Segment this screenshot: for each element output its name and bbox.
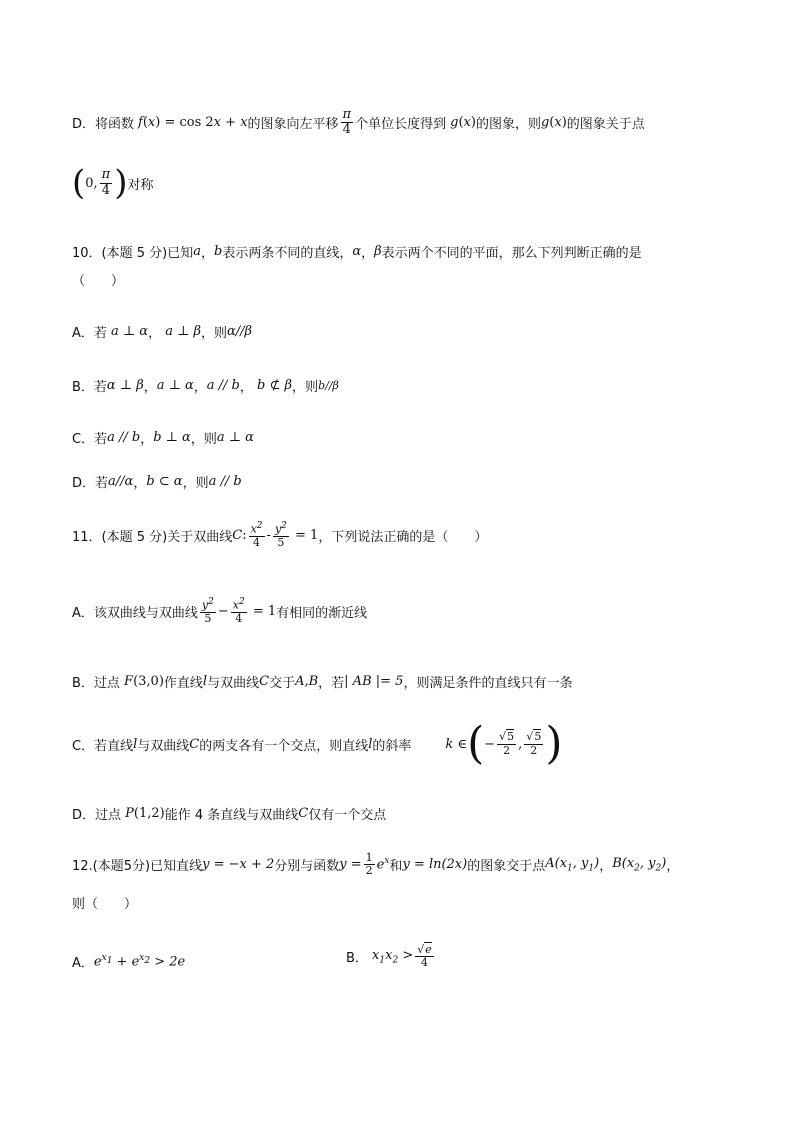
q11-c-mid2: 的两支各有一个交点，则直线 [199, 738, 369, 754]
comma: ， [190, 432, 204, 447]
sqrt-e-over-4: $\frac{√e}{4}$ [417, 943, 432, 970]
q12-option-b [346, 944, 436, 969]
q12-b-formula: $x_1x_2$ > [367, 947, 414, 966]
comma: ， [201, 246, 215, 261]
q11-b-coords: (3,0) [133, 674, 164, 689]
var-k: k ∈ [445, 736, 468, 752]
q9d-formula-f: f [138, 115, 143, 131]
var-l: l [133, 736, 138, 752]
q10-d-label: D．若 [72, 476, 109, 491]
comma: ， [143, 380, 157, 395]
pi-over-4-fraction: $\frac{\pi}{4}$ [342, 107, 352, 138]
q10-c-formula2: b ⊥ α [153, 430, 191, 445]
q10-a-label: A．若 [72, 326, 107, 341]
q10-option-d [72, 472, 242, 491]
q10-d-result: a // b [208, 474, 242, 489]
q11-b-point: F [119, 674, 134, 689]
q10-c-formula1: a // b [107, 430, 141, 445]
colon: : [242, 527, 247, 543]
var-x: x [147, 115, 156, 131]
point-pi-over-4: $\frac{\pi}{4}$ [101, 167, 111, 198]
q9d-g2: g [540, 115, 550, 131]
q10-a-result: α//β [227, 324, 253, 339]
comma: ， [239, 380, 253, 395]
var-x: x [463, 115, 471, 131]
comma: ， [292, 380, 306, 395]
q9d-mid1: 的图象向左平移 [247, 117, 339, 133]
var-beta: β [374, 244, 382, 259]
big-paren-right: ) [114, 163, 128, 203]
q12-option-a [72, 952, 185, 971]
q11-stem [72, 522, 487, 549]
q12-mid3: 的图象交于点 [467, 859, 546, 875]
q11-d-mid1: 能作 4 条直线与双曲线 [164, 808, 299, 823]
one-half: $\frac{1}{2}$ [365, 851, 373, 878]
comma: ， [200, 326, 214, 341]
minus: − [217, 603, 229, 619]
q10-b-formula1: α ⊥ β [106, 378, 144, 393]
equals-one: = 1 [248, 603, 277, 619]
var-l: l [368, 736, 373, 752]
q11-b-pre: B．过点 [72, 676, 120, 691]
q9d-line2-suffix: 对称 [127, 177, 154, 193]
q11-d-pre: D．过点 [72, 808, 122, 823]
q11-option-b [72, 672, 572, 691]
equals-one: = 1 [290, 527, 319, 543]
q10-a-formula2: a ⊥ β [161, 324, 201, 339]
q11-frac-x2-4: $\frac{x^2}{4}$ [250, 521, 263, 549]
q12-line2-text: 则（ ） [72, 897, 138, 912]
q11-stem-suffix: ，下列说法正确的是（ ） [318, 529, 488, 545]
q11-b-post: ，则满足条件的直线只有一条 [403, 676, 573, 691]
paren: ( [549, 115, 555, 131]
formula-rest: = cos 2 [160, 115, 214, 131]
var-c: C [298, 806, 309, 821]
point-zero: 0, [85, 175, 98, 191]
var-ab: A,B [295, 674, 319, 689]
q10-stem-text: 10．(本题 5 分)已知 [72, 246, 194, 261]
minus: - [266, 527, 271, 543]
q11-b-mid1: 作直线 [163, 676, 203, 691]
q11-b-mid3: 交于 [269, 676, 296, 691]
q10-b-label: B．若 [72, 380, 107, 395]
q10-c-result: a ⊥ α [216, 430, 254, 445]
q10-var-alpha: α [352, 244, 362, 259]
q10-stem [72, 242, 642, 261]
plus: + [221, 115, 241, 131]
q12-ln-eq: y = ln(2x) [402, 857, 468, 873]
comma: ， [193, 380, 207, 395]
q10-c-label: C．若 [72, 432, 108, 447]
q10-a-formula: a ⊥ α [106, 324, 149, 339]
q12-y-eq: y = [339, 857, 362, 873]
q12-line2 [72, 893, 137, 912]
q9-option-d-line1 [72, 108, 645, 138]
q12-line-eq: y = −x + 2 [202, 857, 275, 873]
var-l: l [202, 674, 208, 689]
q10-blank [72, 270, 124, 289]
var-b: b [214, 244, 223, 259]
q10-d-formula2: b ⊂ α [146, 474, 183, 489]
q11-a-frac-x2-4: $\frac{x^2}{4}$ [232, 597, 245, 625]
q12-stem-text: 12.(本题5分)已知直线 [72, 859, 203, 875]
point-b: $B(x_2$, $y_2$) [612, 855, 667, 874]
q11-option-c [72, 718, 563, 769]
minus: − [484, 736, 496, 752]
q10-vars-ab: a [193, 244, 201, 259]
q9d-mid2: 个单位长度得到 [355, 117, 447, 133]
then-label: 则 [195, 476, 209, 491]
q11-c-pre: C．若直线 [72, 738, 134, 754]
paren: ) [470, 115, 476, 131]
paren: ( [458, 115, 464, 131]
q10-b-formula2: a ⊥ α [156, 378, 194, 393]
q11-b-mid4: ，若 [318, 676, 345, 691]
comma: ， [182, 476, 196, 491]
q10-stem-mid1: 表示两条不同的直线， [222, 246, 353, 261]
q11-c-mid3: 的斜率 [372, 738, 412, 754]
q11-stem-text: 11．(本题 5 分)关于双曲线 [72, 529, 233, 545]
var-c: C [259, 674, 270, 689]
q12-a-label: A． [72, 956, 94, 971]
q11-option-a [72, 598, 367, 625]
q12-stem [72, 852, 679, 877]
then-label: 则 [203, 432, 217, 447]
q12-sep2: ， [666, 859, 680, 875]
q10-option-a [72, 322, 252, 341]
comma: ， [133, 476, 147, 491]
point-a: $A(x_1$, $y_1$) [545, 855, 600, 874]
q9d-prefix: D．将函数 [72, 117, 135, 133]
q11-option-d [72, 804, 386, 823]
var-c: C [189, 736, 200, 752]
q11-curve-name: C [232, 527, 243, 543]
q11-d-point: P [121, 806, 134, 821]
comma: ， [140, 432, 154, 447]
sqrt5-over-2: $\frac{√5}{2}$ [526, 730, 542, 757]
q12-a-formula: $e^{x_1} + e^{x_2} > 2e$ [93, 953, 186, 970]
then-label: 则 [305, 380, 319, 395]
q9-option-d-line2 [72, 163, 154, 203]
comma: ， [148, 326, 162, 341]
q11-a-post: 有相同的渐近线 [276, 605, 368, 621]
q11-d-coords: (1,2) [133, 806, 165, 821]
q10-b-formula4: b ⊄ β [252, 378, 293, 393]
q9d-mid3: 的图象，则 [475, 117, 541, 133]
q10-stem-mid2: 表示两个不同的平面，那么下列判断正确的是 [381, 246, 642, 261]
q12-mid1: 分别与函数 [274, 859, 340, 875]
q10-b-formula3: a // b [206, 378, 240, 393]
q12-sep: ， [599, 859, 613, 875]
q10-option-c [72, 428, 254, 447]
q11-a-frac-y2-5: $\frac{y^2}{5}$ [201, 597, 214, 625]
paren: ( [142, 115, 148, 131]
q10-b-result: b//β [318, 379, 339, 392]
exp-ex: $e^x$ [376, 856, 390, 873]
then-label: 则 [213, 326, 227, 341]
paren: ) [155, 115, 161, 131]
q11-b-mid2: 与双曲线 [207, 676, 260, 691]
q10-d-formula1: a//α [108, 474, 134, 489]
q9d-mid4: 的图象关于点 [566, 117, 645, 133]
q11-b-abs: | AB |= 5 [344, 674, 404, 689]
q9d-g: g [450, 115, 459, 131]
q11-c-mid1: 与双曲线 [137, 738, 190, 754]
big-paren-right: ) [545, 718, 563, 769]
comma: , [518, 736, 523, 752]
q11-d-post: 仅有一个交点 [308, 808, 387, 823]
q12-b-label: B． [346, 951, 368, 967]
q11-a-pre: A．该双曲线与双曲线 [72, 605, 198, 621]
big-paren-left: ( [467, 718, 485, 769]
q11-frac-y2-5: $\frac{y^2}{5}$ [274, 521, 287, 549]
paren: ) [561, 115, 567, 131]
var-x: x [240, 115, 248, 131]
q12-mid2: 和 [389, 859, 403, 875]
q10-option-b [72, 376, 339, 395]
comma: ， [361, 246, 375, 261]
var-x: x [213, 115, 222, 131]
neg-sqrt5-over-2: $\frac{√5}{2}$ [499, 730, 515, 757]
big-paren-left: ( [72, 163, 86, 203]
var-x: x [554, 115, 562, 131]
q10-blank-text: （ ） [72, 274, 125, 289]
